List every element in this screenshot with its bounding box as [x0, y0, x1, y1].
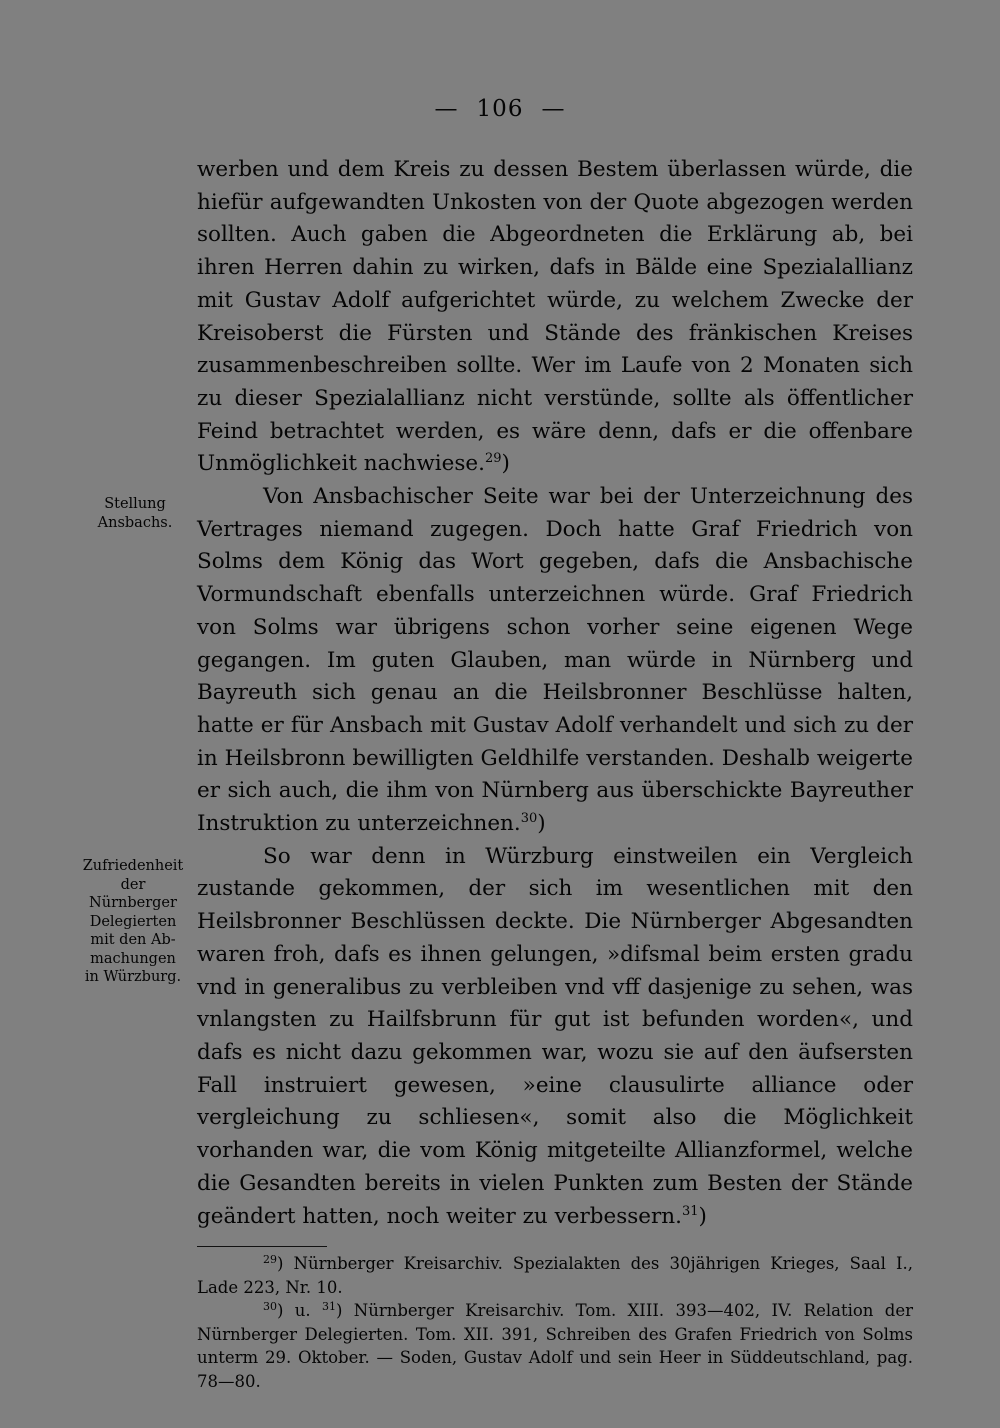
margin-note-line: mit den Ab- — [90, 932, 176, 948]
margin-note-line: Stellung — [104, 496, 166, 512]
margin-note-stellung — [80, 495, 190, 532]
footnote-text: ) Nürnberger Kreisarchiv. Tom. XIII. 393—402, IV. Relation der Nürnberger Delegierten. Tom. XII. 391, Schreiben des Grafen Friedrich von Solms unterm 29. Oktober. — Soden, Gustav Adolf und sein Heer in Süddeutschland, pag. 78—80. — [197, 1301, 913, 1391]
paragraph-text: Von Ansbachischer Seite war bei der Unterzeichnung des Vertrages niemand zugegen. Doch hatte Graf Friedrich von Solms dem König das Wort gegeben, dafs die Ansbachische Vormundschaft ebenfalls unterzeichnen würde. Graf Friedrich von Solms war übrigens schon vorher seine eigenen Wege gegangen. Im guten Glauben, man würde in Nürnberg und Bayreuth sich genau an die Heilsbronner Beschlüsse halten, hatte er für Ansbach mit Gustav Adolf verhandelt und sich zu der in Heilsbronn bewilligten Geldhilfe verstanden. Deshalb weigerte er sich auch, die ihm von Nürnberg aus überschickte Bayreuther Instruktion zu unterzeichnen. — [197, 484, 913, 837]
main-text — [197, 154, 913, 1233]
margin-note-line: Delegierten — [89, 913, 177, 930]
header-dash-right: — — [541, 96, 566, 122]
footnote-divider — [197, 1246, 327, 1247]
footnote-ref-close: ) — [698, 1203, 707, 1229]
footnote-30-31 — [197, 1299, 913, 1393]
paragraph-3 — [197, 841, 913, 1233]
footnote-mark: 31 — [322, 1300, 336, 1313]
footnote-text: ) Nürnberger Kreisarchiv. Spezialakten des 30jährigen Krieges, Saal I., Lade 223, Nr. 10. — [197, 1254, 913, 1297]
footnote-ref: 31 — [681, 1203, 699, 1219]
margin-note-line: in Würzburg. — [84, 969, 182, 985]
footnote-mark: 30 — [263, 1300, 277, 1313]
footnote-ref: 29 — [484, 451, 502, 467]
margin-note-line: der — [120, 876, 146, 893]
page-number: 106 — [476, 96, 524, 122]
header-dash-left: — — [434, 96, 459, 122]
margin-note-line: machungen — [90, 950, 176, 967]
footnote-ref-close: ) — [537, 811, 546, 837]
footnote-ref: 30 — [520, 811, 538, 827]
footnote-ref-close: ) — [501, 451, 510, 477]
paragraph-text: So war denn in Würzburg einstweilen ein Vergleich zustande gekommen, der sich im wesentlichen mit den Heilsbronner Beschlüssen deckte. Die Nürnberger Abgesandten waren froh, dafs es ihnen gelungen, »difsmal beim ersten gradu vnd in generalibus zu verbleiben vnd vff dasjenige zu sehen, was vnlangsten zu Hailfsbrunn für gut ist befunden worden«, und dafs es nicht dazu gekommen war, wozu sie auf den äufsersten Fall instruiert gewesen, »eine clausulirte alliance oder vergleichung zu schliesen«, somit also die Möglichkeit vorhanden war, die vom König mitgeteilte Allianzformel, welche die Gesandten bereits in vielen Punkten zum Besten der Stände geändert hatten, noch weiter zu verbessern. — [197, 843, 913, 1229]
page-header — [0, 96, 1000, 122]
paragraph-1 — [197, 154, 913, 481]
footnote-connector: ) u. — [277, 1301, 322, 1320]
footnote-mark: 29 — [263, 1253, 277, 1266]
footnotes — [197, 1252, 913, 1393]
paragraph-text: werben und dem Kreis zu dessen Bestem überlassen würde, die hiefür aufgewandten Unkosten von der Quote abgezogen werden sollten. Auch gaben die Abgeordneten die Erklärung ab, bei ihren Herren dahin zu wirken, dafs in Bälde eine Spezialallianz mit Gustav Adolf aufgerichtet würde, zu welchem Zwecke der Kreisoberst die Fürsten und Stände des fränkischen Kreises zusammenbeschreiben sollte. Wer im Laufe von 2 Monaten sich zu dieser Spezialallianz nicht verstünde, sollte als öffentlicher Feind betrachtet werden, es wäre denn, dafs er die offenbare Unmöglichkeit nachwiese. — [197, 157, 913, 477]
margin-note-line: Ansbachs. — [97, 514, 173, 531]
margin-note-line: Nürnberger — [89, 895, 177, 911]
margin-note-line: Zufriedenheit — [82, 858, 184, 874]
margin-note-zufriedenheit — [73, 857, 193, 987]
paragraph-2 — [197, 481, 913, 841]
footnote-29 — [197, 1252, 913, 1299]
